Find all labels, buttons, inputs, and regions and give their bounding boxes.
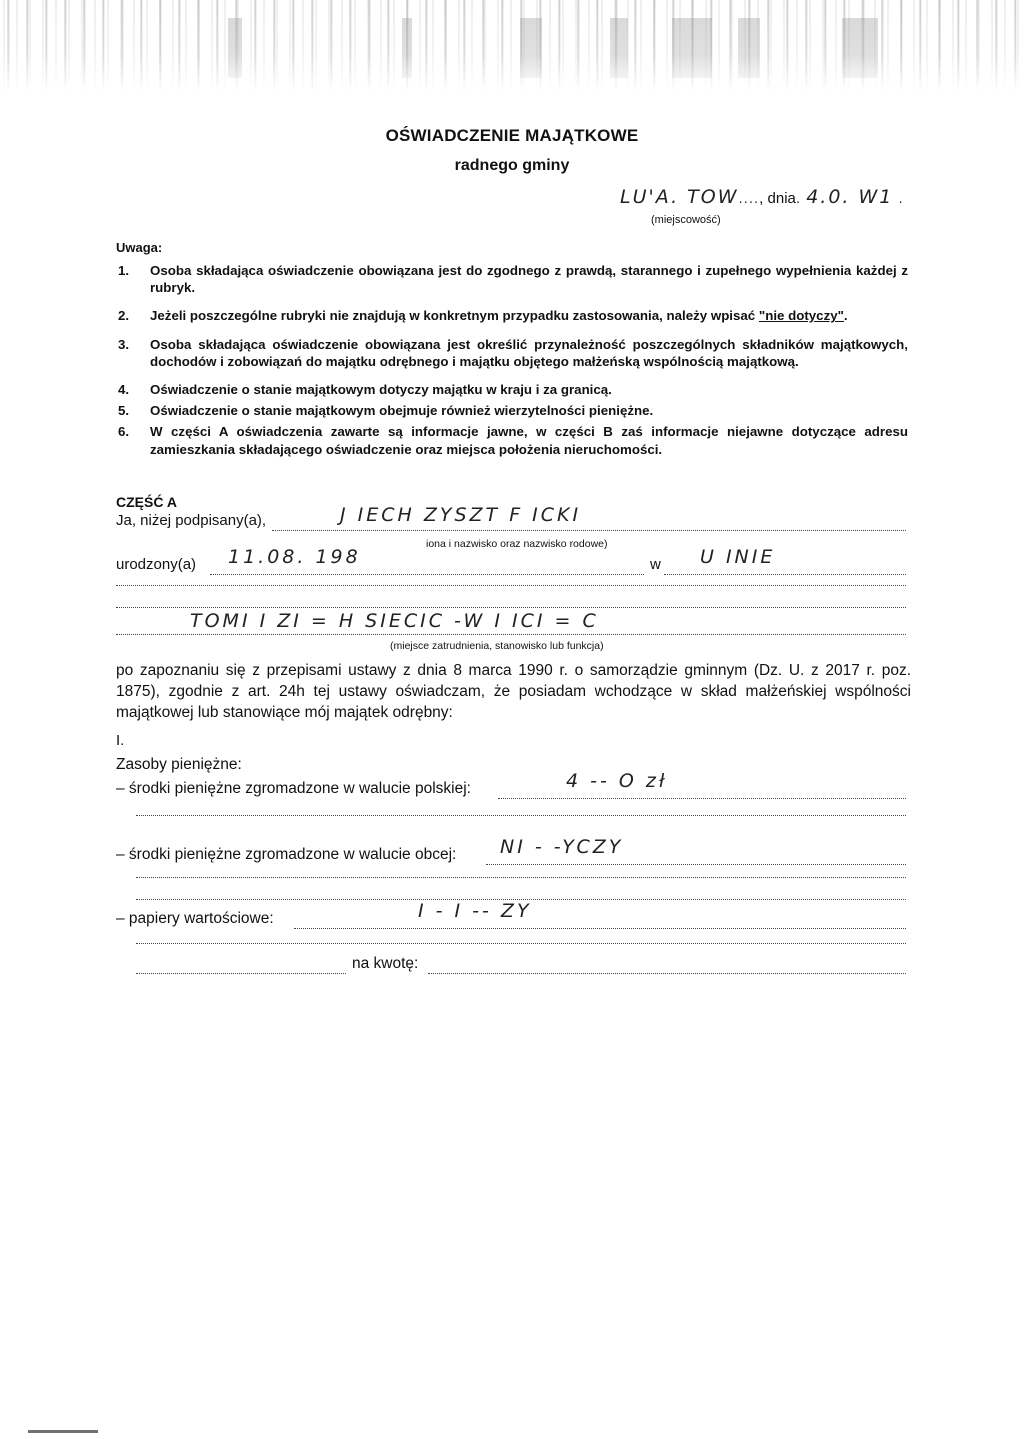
- foreign-handwritten: NI - -YCZY: [500, 836, 624, 858]
- amount-lead-line: [136, 955, 346, 974]
- date-handwritten: 4.0. W1: [806, 186, 894, 208]
- place-handwritten: LU'A. TOW: [620, 186, 739, 208]
- amount-label: na kwotę:: [352, 955, 419, 972]
- document-title: OŚWIADCZENIE MAJĄTKOWE: [385, 126, 639, 145]
- section-number: I.: [116, 732, 125, 749]
- part-a-label: CZĘŚĆ A: [116, 494, 177, 510]
- born-date-handwritten: 11.08. 198: [228, 546, 361, 568]
- uwaga-label: Uwaga:: [116, 240, 163, 255]
- place-date-line: LU'A. TOW...., dnia. 4.0. W1 .: [620, 186, 904, 208]
- signed-label: Ja, niżej podpisany(a),: [116, 512, 267, 529]
- section-heading: Zasoby pieniężne:: [116, 756, 242, 773]
- securities-label: – papiery wartościowe:: [116, 910, 274, 927]
- pln-handwritten: 4 -- O zł: [566, 770, 668, 792]
- securities-handwritten: I - I -- ZY: [418, 900, 532, 922]
- securities-field-line: [294, 910, 906, 929]
- foreign-label: – środki pieniężne zgromadzone w walucie obcej:: [116, 846, 457, 863]
- place-caption: (miejscowość): [651, 214, 721, 226]
- statement-paragraph: po zapoznaniu się z przepisami ustawy z dnia 8 marca 1990 r. o samorządzie gminnym (Dz. U. z 2017 r. poz. 1875), zgodnie z art. 24h tej ustawy oświadczam, że posiadam wchodzące w skład małżeńskiej wspólności majątkowej lub stanowiące mój majątek odrębny:: [116, 662, 911, 721]
- blank-line: [136, 876, 906, 878]
- employment-handwritten: TOMI I ZI = H SIECIC -W I ICI = C: [190, 610, 599, 632]
- amount-field-line: [428, 955, 906, 974]
- uwaga-item: 3. Osoba składająca oświadczenie obowiązana jest określić przynależność poszczególnych składników majątkowych, dochodów i zobowiązań do majątku odrębnego i majątku objętego małżeńską wspólnością majątkową.: [118, 336, 908, 369]
- uwaga-item: 2. Jeżeli poszczególne rubryki nie znajdują w konkretnym przypadku zastosowania, należy wpisać "nie dotyczy".: [118, 308, 848, 324]
- blank-line: [136, 942, 906, 944]
- date-label: , dnia: [759, 190, 796, 207]
- uwaga-item: 1. Osoba składająca oświadczenie obowiązana jest do zgodnego z prawdą, starannego i zupełnego wypełnienia każdej z rubryk.: [118, 263, 908, 296]
- born-label: urodzony(a): [116, 556, 197, 573]
- pln-label: – środki pieniężne zgromadzone w walucie polskiej:: [116, 780, 471, 797]
- name-caption: iona i nazwisko oraz nazwisko rodowe): [426, 538, 608, 550]
- in-label: w: [650, 556, 661, 573]
- blank-line: [136, 814, 906, 816]
- uwaga-item: 6. W części A oświadczenia zawarte są informacje jawne, w części B zaś informacje niejawne dotyczące adresu zamieszkania składającego oświadczenie oraz miejsca położenia nieruchomości.: [118, 424, 908, 457]
- uwaga-list: [118, 262, 908, 469]
- scan-noise-band: [0, 0, 1024, 92]
- pln-field-line: [498, 780, 906, 799]
- name-handwritten: J IECH ZYSZT F ICKI: [340, 504, 582, 526]
- document-subtitle: radnego gminy: [454, 157, 570, 174]
- uwaga-item: 5. Oświadczenie o stanie majątkowym obejmuje również wierzytelności pieniężne.: [118, 403, 654, 419]
- blank-line: [116, 606, 906, 608]
- scan-artifact-mark: [28, 1430, 98, 1433]
- born-place-handwritten: U INIE: [700, 546, 776, 568]
- blank-line: [116, 584, 906, 586]
- uwaga-item: 4. Oświadczenie o stanie majątkowym dotyczy majątku w kraju i za granicą.: [118, 382, 612, 398]
- employment-caption: (miejsce zatrudnienia, stanowisko lub funkcja): [390, 640, 604, 652]
